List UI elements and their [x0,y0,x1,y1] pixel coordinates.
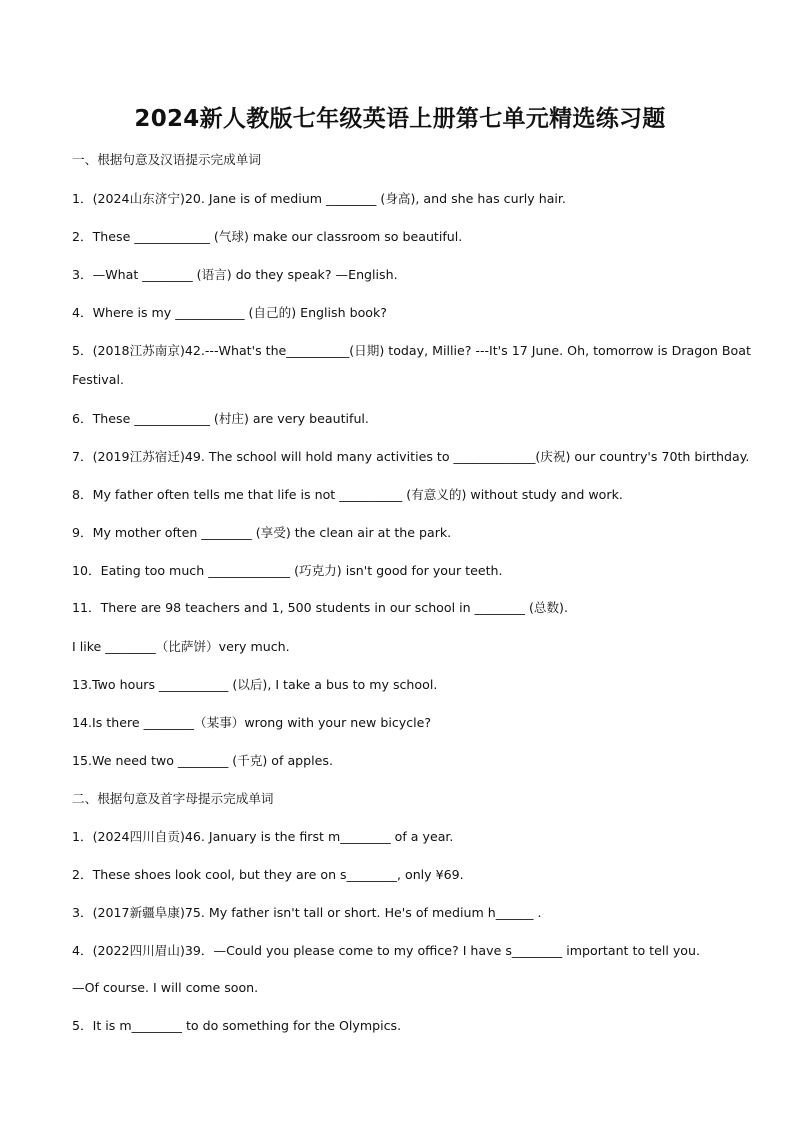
question-line: 7．(2019江苏宿迁)49. The school will hold many activities to _____________(庆祝) our country's 70th birthday. [72,449,750,464]
question-line: 10．Eating too much _____________ (巧克力) isn't good for your teeth. [72,563,503,578]
question-line: 3．(2017新疆阜康)75. My father isn't tall or short. He's of medium h______ . [72,905,542,920]
question-line: 1．(2024山东济宁)20. Jane is of medium ________ (身高), and she has curly hair. [72,191,566,206]
question-line: 9．My mother often ________ (享受) the clean air at the park. [72,525,452,540]
question-line: 14.Is there ________（某事）wrong with your new bicycle? [72,715,432,730]
section-heading-2: 二、根据句意及首字母提示完成单词 [72,791,274,806]
question-line-continued: —Of course. I will come soon. [72,980,259,995]
question-line: 1．(2024四川自贡)46. January is the first m________ of a year. [72,829,454,844]
question-line: 5．(2018江苏南京)42.---What's the__________(日期) today, Millie? ---It's 17 June. Oh, tomorrow is Dragon Boat [72,343,751,358]
question-line: 8．My father often tells me that life is not __________ (有意义的) without study and work. [72,487,623,502]
question-line: 11．There are 98 teachers and 1, 500 students in our school in ________ (总数). [72,600,568,615]
question-line-continued: Festival. [72,372,124,387]
question-line: 4．(2022四川眉山)39．—Could you please come to my office? I have s________ important to tell you. [72,943,700,958]
question-line: 15.We need two ________ (千克) of apples. [72,753,333,768]
question-line: 2．These shoes look cool, but they are on s________, only ¥69. [72,867,464,882]
question-line: 4．Where is my ___________ (自己的) English book? [72,305,387,320]
question-line: 2．These ____________ (气球) make our classroom so beautiful. [72,229,463,244]
page-title: 2024新人教版七年级英语上册第七单元精选练习题 [134,106,666,132]
question-line: 5．It is m________ to do something for the Olympics. [72,1018,402,1033]
question-line: 13.Two hours ___________ (以后), I take a bus to my school. [72,677,438,692]
question-line: I like ________（比萨饼）very much. [72,639,290,654]
section-heading-1: 一、根据句意及汉语提示完成单词 [72,152,261,167]
question-line: 3．—What ________ (语言) do they speak? —English. [72,267,398,282]
question-line: 6．These ____________ (村庄) are very beautiful. [72,411,369,426]
